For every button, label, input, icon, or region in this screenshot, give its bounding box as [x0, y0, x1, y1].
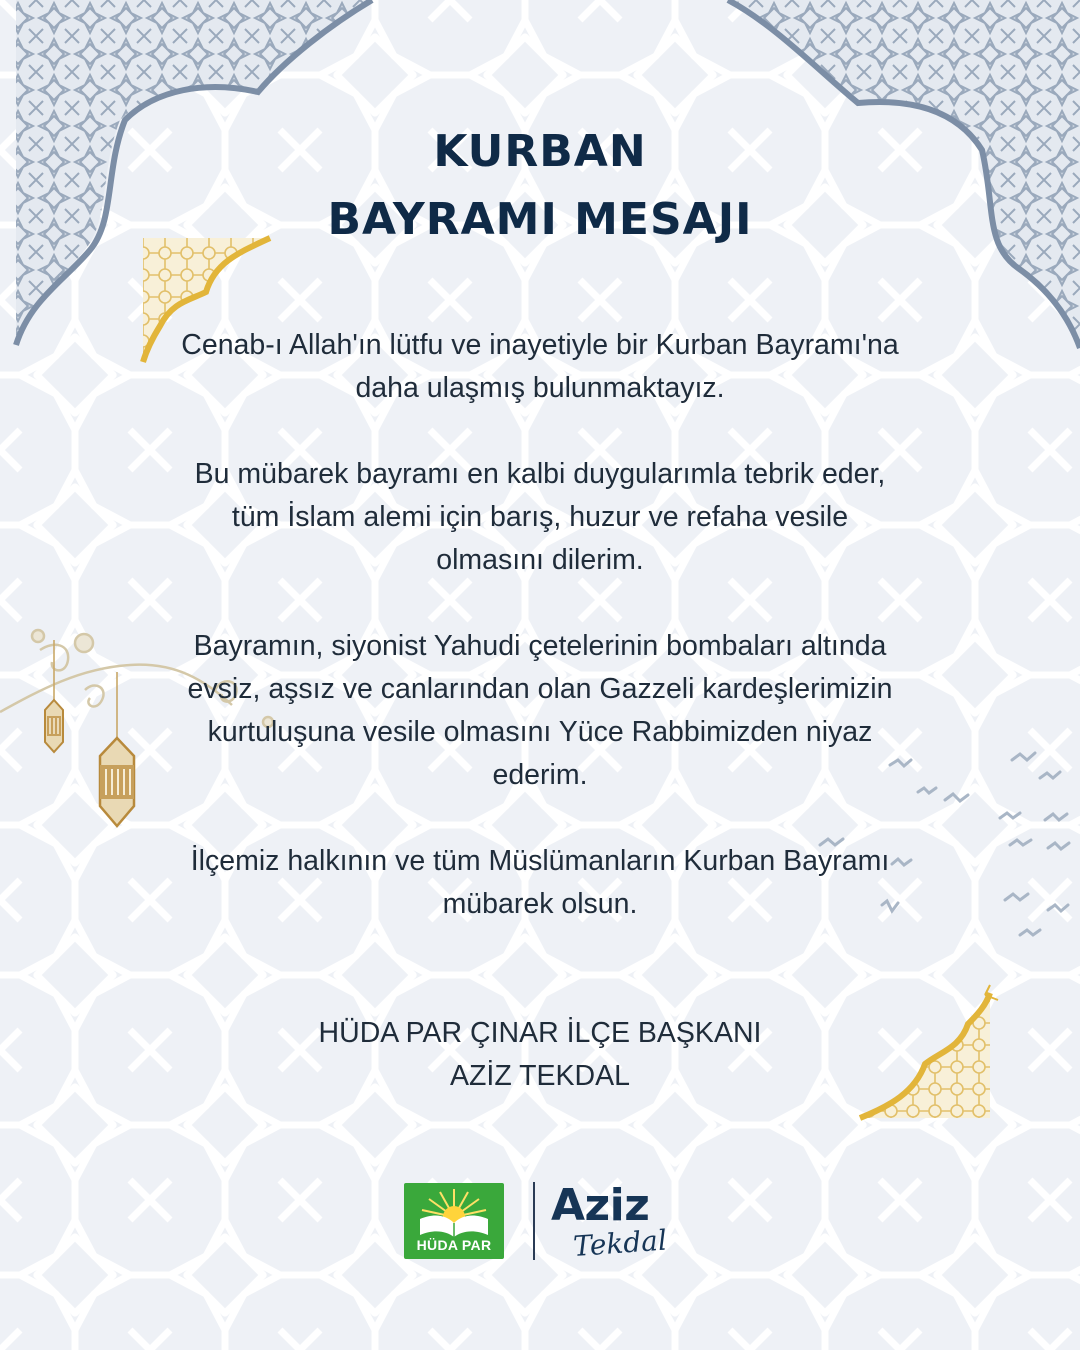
message-paragraph-3: Bayramın, siyonist Yahudi çetelerinin bombaları altında evsiz, aşsız ve canlarından olan Gazzeli kardeşlerimizin kurtuluşuna vesile olmasını Yüce Rabbimizden niyaz ederim. — [187, 630, 893, 791]
message-paragraph-4: İlçemiz halkının ve tüm Müslümanların Kurban Bayramı mübarek olsun. — [190, 845, 890, 920]
logo-divider — [533, 1182, 535, 1260]
message-paragraph-2: Bu mübarek bayramı en kalbi duygularımla tebrik eder, tüm İslam alemi için barış, huzur ve refaha vesile olmasını dilerim. — [194, 458, 886, 576]
huda-par-logo — [404, 1183, 504, 1259]
aziz-tekdal-logo-word: Aziz — [551, 1180, 650, 1231]
page-title — [0, 118, 1080, 254]
huda-par-logo-text: HÜDA PAR — [416, 1237, 492, 1253]
message-body — [180, 324, 900, 969]
logo-script-text: Tekdal — [572, 1223, 668, 1263]
signature-position: HÜDA PAR ÇINAR İLÇE BAŞKANI — [318, 1017, 762, 1049]
title-line-2: BAYRAMI MESAJI — [327, 194, 753, 245]
title-line-1: KURBAN — [433, 126, 647, 177]
signature-name: AZİZ TEKDAL — [449, 1060, 631, 1092]
message-paragraph-1: Cenab-ı Allah'ın lütfu ve inayetiyle bir Kurban Bayramı'na daha ulaşmış bulunmaktayız. — [181, 329, 899, 404]
aziz-tekdal-logo-script — [566, 1216, 676, 1286]
signature-block — [0, 1012, 1080, 1098]
